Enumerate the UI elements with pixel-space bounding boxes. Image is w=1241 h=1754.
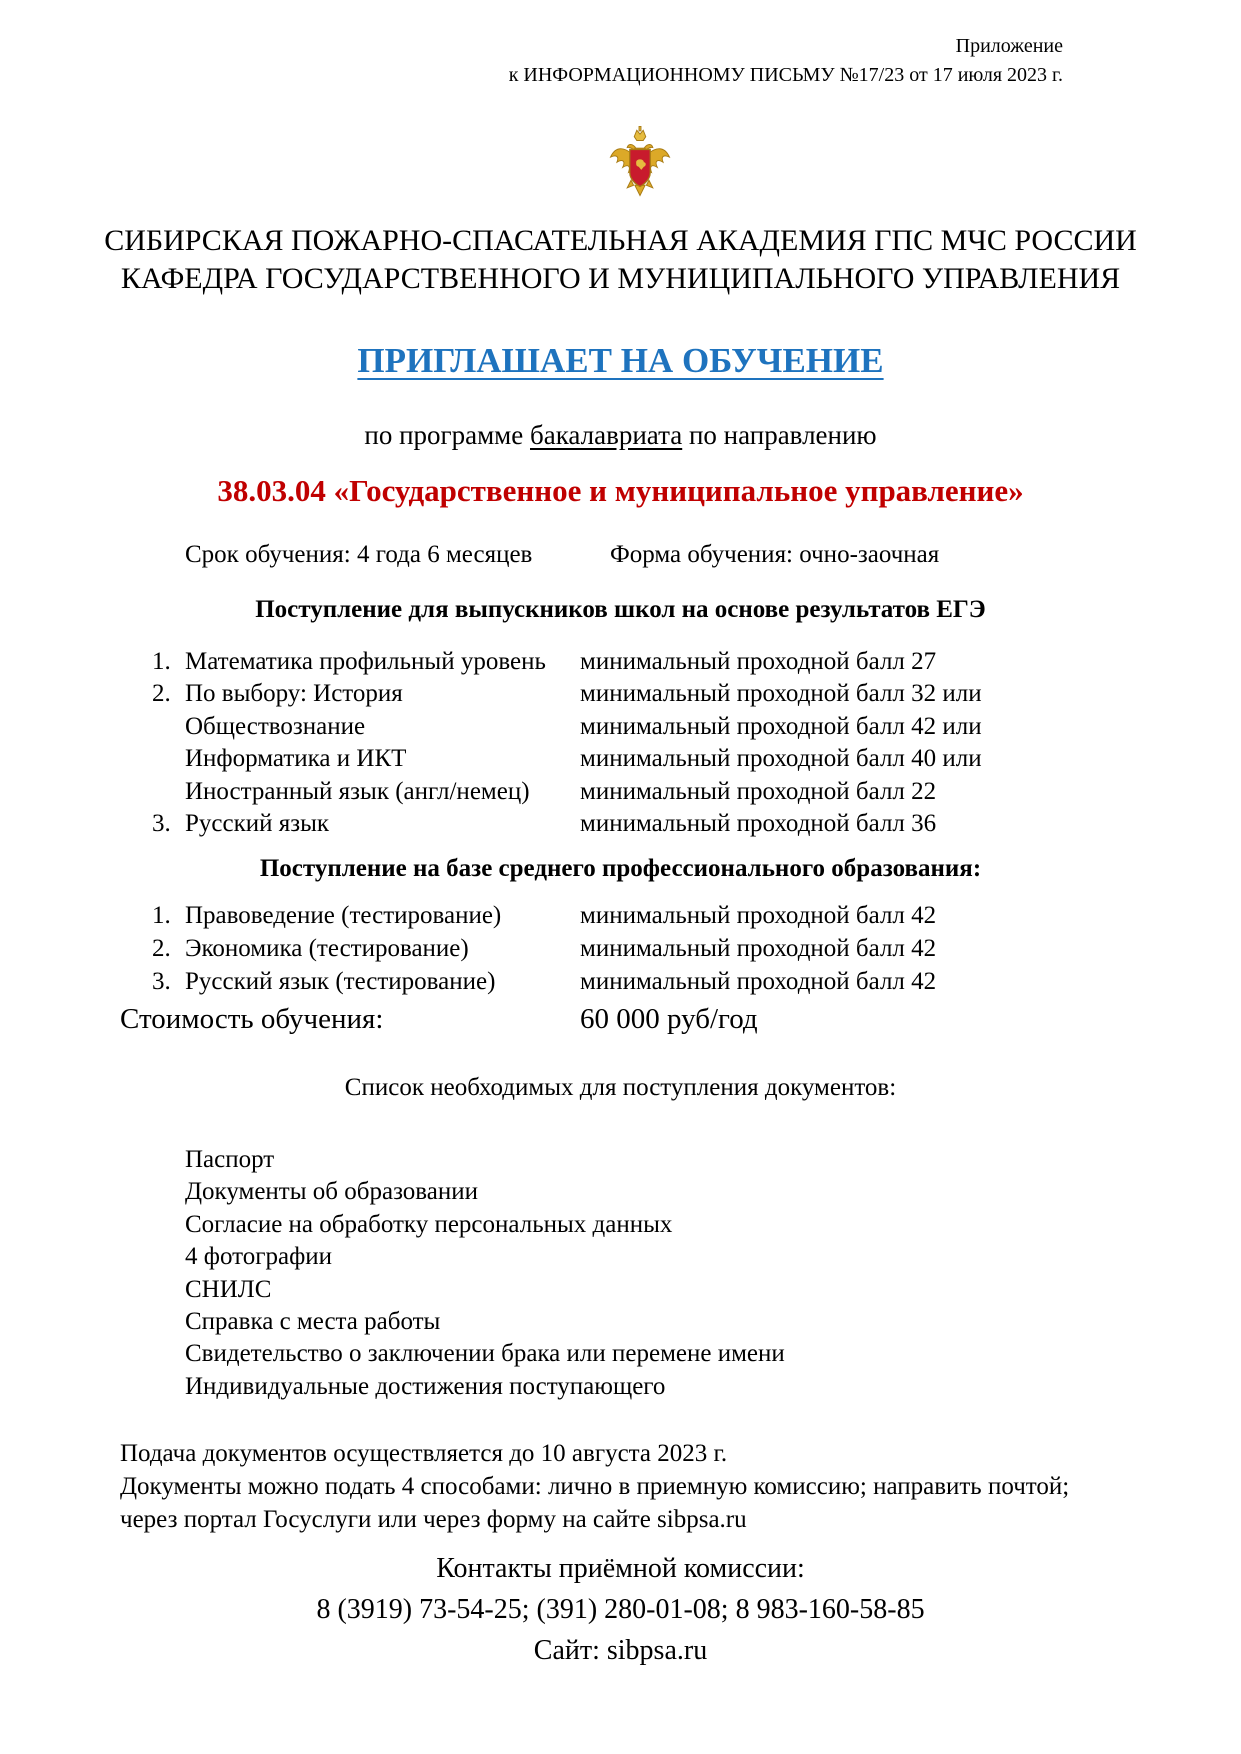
row-subject: Иностранный язык (англ/немец) xyxy=(185,777,530,805)
list-item: Свидетельство о заключении брака или перемене имени xyxy=(185,1340,785,1368)
row-number: 3. xyxy=(152,809,171,837)
list-item: Справка с места работы xyxy=(185,1308,441,1336)
table-row xyxy=(120,680,1140,712)
study-form: Форма обучения: очно-заочная xyxy=(610,541,940,568)
department-name: КАФЕДРА ГОСУДАРСТВЕННОГО И МУНИЦИПАЛЬНОГО УПРАВЛЕНИЯ xyxy=(120,262,1121,295)
row-score: минимальный проходной балл 27 xyxy=(580,648,937,675)
invite-heading: ПРИГЛАШАЕТ НА ОБУЧЕНИЕ xyxy=(357,341,884,380)
table-row xyxy=(120,902,1140,935)
appendix-line2: к ИНФОРМАЦИОННОМУ ПИСЬМУ №17/23 от 17 июля 2023 г. xyxy=(508,64,1063,86)
contacts-heading: Контакты приёмной комиссии: xyxy=(436,1553,805,1584)
list-item: Документы об образовании xyxy=(185,1178,479,1206)
documents-list xyxy=(185,1144,785,1403)
row-number: 3. xyxy=(152,968,171,995)
contacts-block xyxy=(0,1548,1241,1671)
row-subject: Информатика и ИКТ xyxy=(185,745,407,773)
submission-deadline: Подача документов осуществляется до 10 августа 2023 г. xyxy=(120,1440,728,1467)
row-number: 1. xyxy=(152,902,171,929)
tuition-cost-row xyxy=(120,1003,1140,1036)
organization-name: СИБИРСКАЯ ПОЖАРНО-СПАСАТЕЛЬНАЯ АКАДЕМИЯ ГПС МЧС РОССИИ xyxy=(104,224,1137,257)
submission-info xyxy=(120,1437,1132,1536)
documents-list-heading: Список необходимых для поступления документов: xyxy=(344,1074,897,1101)
spo-subjects-table xyxy=(120,902,1140,1001)
row-subject: Правоведение (тестирование) xyxy=(185,902,502,929)
row-score: минимальный проходной балл 36 xyxy=(580,809,937,837)
list-item: Паспорт xyxy=(185,1146,275,1173)
appendix-line1: Приложение xyxy=(955,35,1063,57)
contacts-site: Сайт: sibpsa.ru xyxy=(533,1635,708,1666)
table-row xyxy=(120,713,1140,745)
row-number: 2. xyxy=(152,680,171,708)
tuition-cost-label: Стоимость обучения: xyxy=(120,1003,384,1035)
row-score: минимальный проходной балл 42 xyxy=(580,968,937,995)
subline-underlined-word: бакалавриата xyxy=(530,420,683,450)
ege-section-heading: Поступление для выпускников школ на основе результатов ЕГЭ xyxy=(255,596,986,623)
row-score: минимальный проходной балл 32 или xyxy=(580,680,982,708)
row-subject: Русский язык xyxy=(185,809,330,837)
program-type-line xyxy=(0,420,1241,451)
list-item: Согласие на обработку персональных данных xyxy=(185,1210,673,1238)
row-subject: По выбору: История xyxy=(185,680,403,708)
row-number: 1. xyxy=(152,648,171,675)
row-score: минимальный проходной балл 42 xyxy=(580,935,937,962)
spo-section-heading: Поступление на базе среднего профессионального образования: xyxy=(259,855,982,882)
table-row xyxy=(120,935,1140,968)
row-score: минимальный проходной балл 42 или xyxy=(580,712,982,740)
subline-suffix: по направлению xyxy=(682,420,877,450)
row-score: минимальный проходной балл 22 xyxy=(580,777,937,805)
table-row xyxy=(120,745,1140,777)
list-item: Индивидуальные достижения поступающего xyxy=(185,1372,666,1400)
organization-title xyxy=(0,222,1241,298)
list-item: 4 фотографии xyxy=(185,1243,333,1271)
contacts-phones: 8 (3919) 73-54-25; (391) 280-01-08; 8 983-160-58-85 xyxy=(316,1594,925,1625)
row-score: минимальный проходной балл 40 или xyxy=(580,745,982,773)
list-item: СНИЛС xyxy=(185,1275,272,1303)
ege-subjects-table xyxy=(120,648,1140,842)
row-subject: Обществознание xyxy=(185,712,366,740)
table-row xyxy=(120,778,1140,810)
row-number: 2. xyxy=(152,935,171,962)
row-subject: Русский язык (тестирование) xyxy=(185,968,496,995)
table-row xyxy=(120,810,1140,842)
row-subject: Математика профильный уровень xyxy=(185,648,546,675)
table-row xyxy=(120,648,1140,680)
tuition-cost-value: 60 000 руб/год xyxy=(580,1003,758,1035)
study-duration: Срок обучения: 4 года 6 месяцев xyxy=(185,541,533,568)
subline-prefix: по программе xyxy=(364,420,530,450)
submission-methods: Документы можно подать 4 способами: лично в приемную комиссию; направить почтой; через портал Госуслуги или через форму на сайте sibpsa.ru xyxy=(120,1473,1070,1533)
program-code-heading: 38.03.04 «Государственное и муниципальное управление» xyxy=(217,473,1024,508)
row-score: минимальный проходной балл 42 xyxy=(580,902,937,929)
study-terms-row xyxy=(185,541,939,569)
row-subject: Экономика (тестирование) xyxy=(185,935,469,962)
mchs-emblem-icon xyxy=(608,126,672,210)
appendix-note xyxy=(509,32,1063,90)
table-row xyxy=(120,968,1140,1001)
